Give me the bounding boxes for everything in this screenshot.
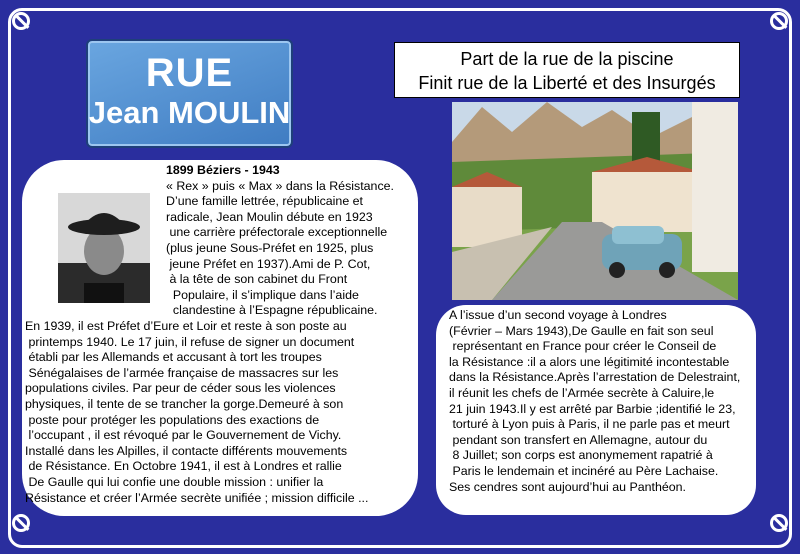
street-photo — [452, 102, 738, 300]
location-box — [394, 42, 740, 98]
bio-line: clandestine à l’Espagne républicaine. — [166, 303, 378, 318]
death-line: A l’issue d’un second voyage à Londres — [449, 308, 667, 322]
bio-line: à la tête de son cabinet du Front — [166, 272, 348, 287]
street-sign-line1: RUE — [145, 51, 234, 95]
arrest-death-text — [449, 308, 759, 495]
portrait-illustration — [58, 193, 150, 303]
bio-line: D’une famille lettrée, républicaine et — [166, 194, 363, 209]
death-line: 21 juin 1943.Il y est arrêté par Barbie ;identifié le 23, — [449, 401, 736, 416]
street-sign — [86, 39, 293, 148]
death-line: il réunit les chefs de l’Armée secrète à Caluire,le — [449, 385, 715, 400]
death-line: 8 Juillet; son corps est anonymement rapatrié à — [449, 448, 713, 463]
screw-icon-top-left — [12, 12, 30, 30]
bio-line: l’occupant , il est révoqué par le Gouvernement de Vichy. — [25, 428, 342, 443]
bio-line: Résistance et créer l’Armée secrète unifiée ; mission difficile ... — [25, 490, 369, 505]
screw-icon-bottom-right — [770, 514, 788, 532]
biography-upper-text — [166, 163, 416, 319]
screw-icon-top-right — [770, 12, 788, 30]
death-line: Paris le lendemain et incinéré au Père Lachaise. — [449, 463, 719, 478]
death-line: (Février – Mars 1943),De Gaulle en fait son seul — [449, 323, 714, 338]
street-photo-illustration — [452, 102, 738, 300]
bio-line: Installé dans les Alpilles, il contacte différents mouvements — [25, 443, 348, 458]
death-line: dans la Résistance.Après l’arrestation de Delestraint, — [449, 370, 741, 385]
biography-lower-text — [25, 319, 417, 506]
screw-icon-bottom-left — [12, 514, 30, 532]
bio-line: physiques, il tente de se trancher la gorge.Demeuré à son — [25, 396, 344, 411]
death-line: torturé à Lyon puis à Paris, il ne parle pas et meurt — [449, 417, 730, 432]
bio-line: établi par les Allemands et accusant à tort les troupes — [25, 350, 322, 365]
biography-heading: 1899 Béziers - 1943 — [166, 163, 280, 177]
bio-line: poste pour protéger les populations des exactions de — [25, 412, 320, 427]
bio-line: En 1939, il est Préfet d’Eure et Loir et reste à son poste au — [25, 319, 347, 333]
death-line: pendant son transfert en Allemagne, autour du — [449, 432, 708, 447]
bio-line: Sénégalaises de l’armée française de massacres sur les — [25, 365, 339, 380]
death-line: représentant en France pour créer le Conseil de — [449, 339, 717, 354]
bio-line: printemps 1940. Le 17 juin, il refuse de signer un document — [25, 334, 355, 349]
bio-line: « Rex » puis « Max » dans la Résistance. — [166, 178, 394, 193]
death-line: la Résistance :il a alors une légitimité incontestable — [449, 354, 730, 369]
bio-line: populations civiles. Par peur de céder sous les violences — [25, 381, 336, 396]
bio-line: jeune Préfet en 1937).Ami de P. Cot, — [166, 256, 371, 271]
bio-line: de Résistance. En Octobre 1941, il est à Londres et rallie — [25, 459, 342, 474]
location-line2: Finit rue de la Liberté et des Insurgés — [418, 73, 716, 93]
death-line: Ses cendres sont aujourd’hui au Panthéon. — [449, 479, 686, 494]
street-sign-line2: Jean MOULIN — [88, 95, 291, 130]
bio-line: Populaire, il s’implique dans l’aide — [166, 287, 359, 302]
bio-line: (plus jeune Sous-Préfet en 1925, plus — [166, 240, 374, 255]
bio-line: De Gaulle qui lui confie une double mission : unifier la — [25, 474, 324, 489]
portrait-photo — [58, 193, 150, 303]
bio-line: radicale, Jean Moulin débute en 1923 — [166, 209, 373, 224]
bio-line: une carrière préfectorale exceptionnelle — [166, 225, 388, 240]
location-line1: Part de la rue de la piscine — [460, 49, 674, 69]
